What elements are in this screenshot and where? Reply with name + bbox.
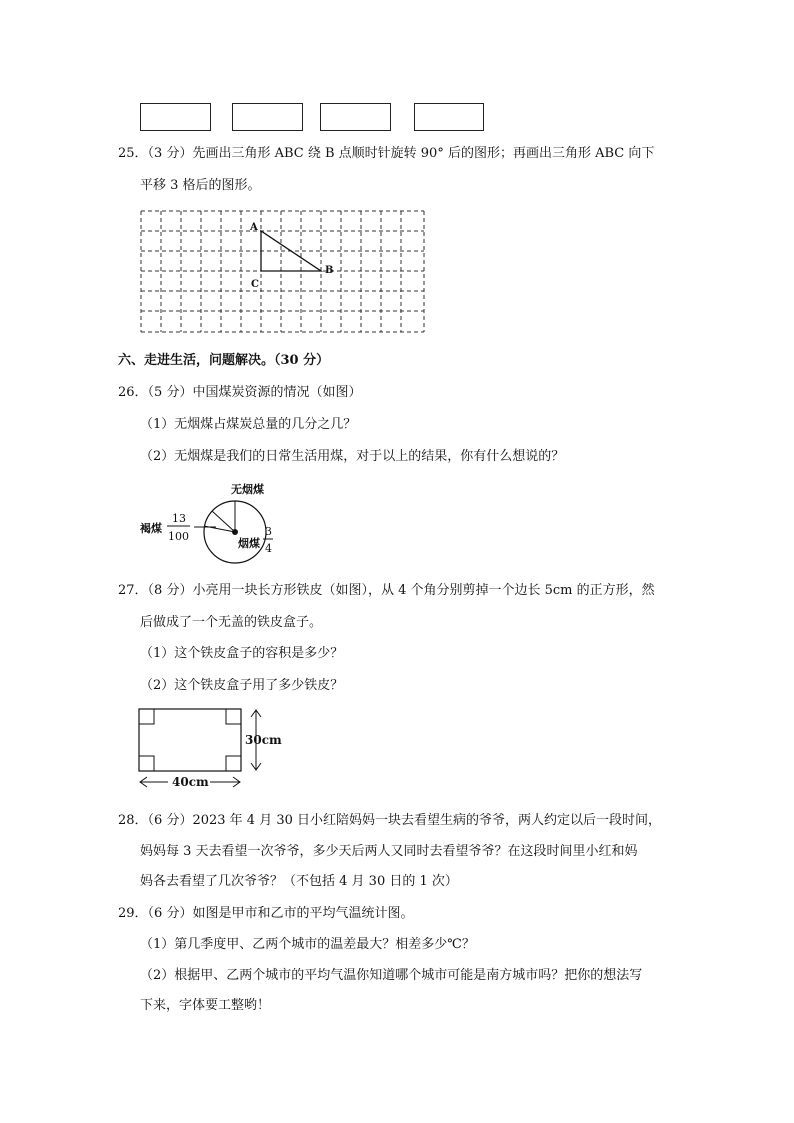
height-label: 30cm xyxy=(245,733,282,747)
vertex-b-label: B xyxy=(325,265,334,276)
vertex-c-label: C xyxy=(251,279,259,290)
bituminous-fraction-numerator: 3 xyxy=(265,525,272,538)
q29-sub3: 下来，字体要工整哟！ xyxy=(140,998,271,1013)
q25-line2: 平移 3 格后的图形。 xyxy=(140,178,261,193)
q27-line2: 后做成了一个无盖的铁皮盒子。 xyxy=(140,615,323,630)
bituminous-fraction-denominator: 4 xyxy=(265,542,272,555)
q29-stem: 29．（6 分）如图是甲市和乙市的平均气温统计图。 xyxy=(118,906,414,921)
q28-line3: 妈各去看望了几次爷爷？（不包括 4 月 30 日的 1 次） xyxy=(140,874,458,889)
anthracite-label: 无烟煤 xyxy=(231,483,264,496)
q27-line1: 27．（8 分）小亮用一块长方形铁皮（如图），从 4 个角分别剪掉一个边长 5cm 的正方形，然 xyxy=(118,583,655,598)
answer-box-1[interactable] xyxy=(140,103,211,131)
answer-box-4[interactable] xyxy=(414,103,484,131)
bituminous-label: 烟煤 xyxy=(238,537,260,550)
q27-sub1: （1）这个铁皮盒子的容积是多少？ xyxy=(140,646,344,661)
vertex-a-label: A xyxy=(250,222,258,233)
q28-line2: 妈妈每 3 天去看望一次爷爷，多少天后两人又同时去看望爷爷？在这段时间里小红和妈 xyxy=(140,844,638,859)
pie-divider-upper-left xyxy=(212,511,235,532)
q25-grid-figure xyxy=(138,208,428,338)
lignite-label: 褐煤 xyxy=(140,522,162,535)
coal-pie-chart xyxy=(134,476,294,572)
lignite-fraction-numerator: 13 xyxy=(172,512,186,525)
answer-box-2[interactable] xyxy=(232,103,303,131)
pie-center-dot xyxy=(232,529,238,535)
width-label: 40cm xyxy=(172,775,209,789)
corner-square-bottom-left xyxy=(139,756,154,771)
corner-square-top-left xyxy=(139,709,154,724)
q27-sub2: （2）这个铁皮盒子用了多少铁皮？ xyxy=(140,678,344,693)
q26-sub2: （2）无烟煤是我们的日常生活用煤，对于以上的结果，你有什么想说的？ xyxy=(140,449,565,464)
corner-square-bottom-right xyxy=(226,756,241,771)
q28-line1: 28．（6 分）2023 年 4 月 30 日小红陪妈妈一块去看望生病的爷爷，两人约定以后一段时间， xyxy=(118,813,662,828)
iron-sheet-figure xyxy=(134,704,294,798)
lignite-fraction-denominator: 100 xyxy=(168,530,189,543)
q26-stem: 26．（5 分）中国煤炭资源的情况（如图） xyxy=(118,385,362,400)
answer-box-3[interactable] xyxy=(320,103,391,131)
corner-square-top-right xyxy=(226,709,241,724)
q29-sub2: （2）根据甲、乙两个城市的平均气温你知道哪个城市可能是南方城市吗？把你的想法写 xyxy=(140,968,643,983)
q29-sub1: （1）第几季度甲、乙两个城市的温差最大？相差多少℃？ xyxy=(140,937,475,952)
q26-sub1: （1）无烟煤占煤炭总量的几分之几？ xyxy=(140,417,357,432)
q25-line1: 25．（3 分）先画出三角形 ABC 绕 B 点顺时针旋转 90° 后的图形；再画出三角形 ABC 向下 xyxy=(118,146,655,161)
section-6-title: 六、走进生活，问题解决。（30 分） xyxy=(118,353,330,368)
